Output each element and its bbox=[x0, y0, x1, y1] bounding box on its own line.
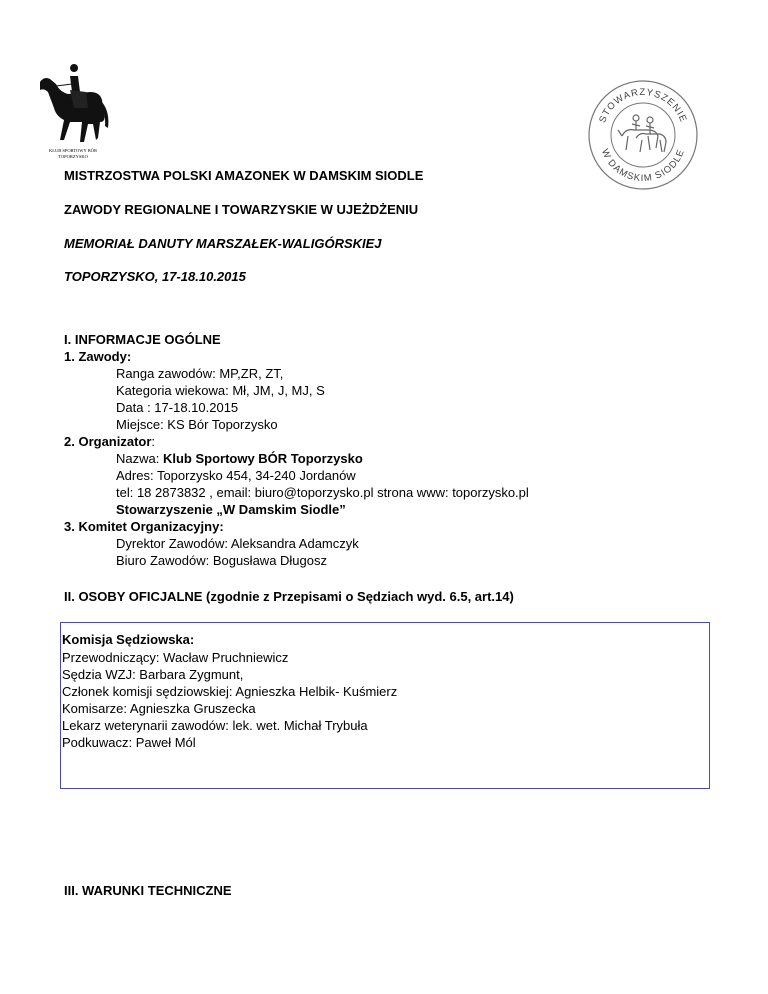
logo-caption-line2: TOPORZYSKO bbox=[58, 154, 88, 159]
ranga-line: Ranga zawodów: MP,ZR, ZT, bbox=[116, 366, 284, 381]
organizator-colon: : bbox=[151, 434, 156, 449]
section-2-heading: II. OSOBY OFICJALNE (zgodnie z Przepisami o Sędziach wyd. 6.5, art.14) bbox=[64, 589, 514, 604]
stowarzyszenie-line: Stowarzyszenie „W Damskim Siodle” bbox=[116, 502, 346, 517]
kategoria-line: Kategoria wiekowa: Mł, JM, J, MJ, S bbox=[116, 383, 325, 398]
seal-text-bottom: W DAMSKIM SIODLE bbox=[598, 147, 688, 185]
nazwa-prefix: Nazwa: bbox=[116, 451, 163, 466]
box-line-czlonek: Członek komisji sędziowskiej: Agnieszka Helbik- Kuśmierz bbox=[62, 684, 398, 699]
nazwa-value: Klub Sportowy BÓR Toporzysko bbox=[162, 451, 363, 466]
dyrektor-line: Dyrektor Zawodów: Aleksandra Adamczyk bbox=[116, 536, 359, 551]
box-line-lekarz: Lekarz weterynarii zawodów: lek. wet. Michał Trybuła bbox=[62, 718, 368, 733]
horse-rider-icon bbox=[30, 62, 116, 164]
association-seal bbox=[586, 78, 700, 192]
komitet-label: 3. Komitet Organizacyjny: bbox=[64, 519, 224, 534]
nazwa-line bbox=[116, 450, 363, 467]
section-3-heading: III. WARUNKI TECHNICZNE bbox=[64, 883, 232, 898]
box-line-przewodniczacy: Przewodniczący: Wacław Pruchniewicz bbox=[62, 650, 289, 665]
title-memorial: MEMORIAŁ DANUTY MARSZAŁEK-WALIGÓRSKIEJ bbox=[64, 236, 382, 251]
title-location-date: TOPORZYSKO, 17-18.10.2015 bbox=[64, 269, 246, 284]
club-logo bbox=[30, 62, 116, 164]
box-line-komisarze: Komisarze: Agnieszka Gruszecka bbox=[62, 701, 256, 716]
kontakt-line: tel: 18 2873832 , email: biuro@toporzysko.pl strona www: toporzysko.pl bbox=[116, 485, 529, 500]
miejsce-line: Miejsce: KS Bór Toporzysko bbox=[116, 417, 278, 432]
title-mistrzostwa: MISTRZOSTWA POLSKI AMAZONEK W DAMSKIM SIODLE bbox=[64, 168, 424, 183]
data-line: Data : 17-18.10.2015 bbox=[116, 400, 239, 415]
box-line-sedzia: Sędzia WZJ: Barbara Zygmunt, bbox=[62, 667, 244, 682]
logo-caption-line1: KLUB SPORTOWY BÓR bbox=[49, 148, 97, 153]
svg-text:STOWARZYSZENIE bbox=[597, 87, 689, 124]
section-1-heading: I. INFORMACJE OGÓLNE bbox=[64, 332, 221, 347]
box-line-podkuwacz: Podkuwacz: Paweł Mól bbox=[62, 735, 196, 750]
box-title: Komisja Sędziowska: bbox=[62, 632, 195, 647]
zawody-label: 1. Zawody: bbox=[64, 349, 132, 364]
judges-committee-box bbox=[60, 622, 710, 789]
seal-text-top: STOWARZYSZENIE bbox=[597, 86, 689, 125]
seal-icon bbox=[586, 78, 700, 192]
adres-line: Adres: Toporzysko 454, 34-240 Jordanów bbox=[116, 468, 356, 483]
organizator-label: 2. Organizator bbox=[64, 434, 152, 449]
biuro-line: Biuro Zawodów: Bogusława Długosz bbox=[116, 553, 327, 568]
organizator-line bbox=[64, 433, 155, 450]
title-zawody-regionalne: ZAWODY REGIONALNE I TOWARZYSKIE W UJEŻDŻENIU bbox=[64, 202, 419, 217]
